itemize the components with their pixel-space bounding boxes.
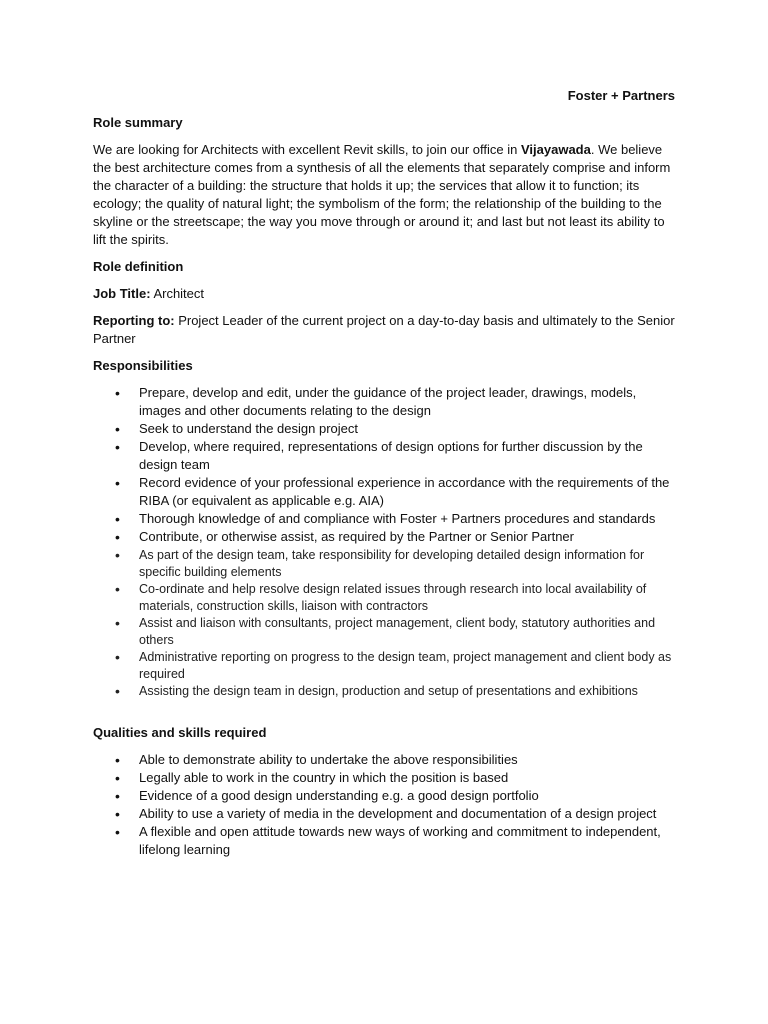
reporting-label: Reporting to: [93,313,175,328]
reporting-line [93,312,675,348]
list-item: • Contribute, or otherwise assist, as required by the Partner or Senior Partner [93,528,675,546]
list-item: • Develop, where required, representations of design options for further discussion by the design team [93,438,675,474]
list-item: • Assisting the design team in design, production and setup of presentations and exhibitions [93,683,675,700]
list-item: • Thorough knowledge of and compliance with Foster + Partners procedures and standards [93,510,675,528]
role-summary-text-end: . We believe the best architecture comes from a synthesis of all the elements that separately comprise and inform the character of a building: the structure that holds it up; the services that allow it to function; its ecology; the quality of natural light; the symbolism of the form; the relationship of the building to the skyline or the streetscape; the way you move through or around it; and last but not least its ability to lift the spirits. [93,142,671,247]
list-item: • Record evidence of your professional experience in accordance with the requirements of the RIBA (or equivalent as applicable e.g. AIA) [93,474,675,510]
list-item: • Co-ordinate and help resolve design related issues through research into local availability of materials, construction skills, liaison with contractors [93,581,675,614]
company-name: Foster + Partners [567,88,675,103]
role-summary-text-start: We are looking for Architects with excellent Revit skills, to join our office in [93,142,521,157]
job-title-value: Architect [150,286,205,301]
responsibilities-list [93,384,675,546]
role-summary-heading: Role summary [93,115,183,130]
list-item: • Seek to understand the design project [93,420,675,438]
office-location: Vijayawada [520,142,591,157]
qualities-heading: Qualities and skills required [93,724,267,740]
document-body [93,114,675,859]
responsibilities-heading: Responsibilities [93,358,193,373]
list-item: • As part of the design team, take responsibility for developing detailed design information for specific building elements [93,547,675,580]
list-item: • Prepare, develop and edit, under the guidance of the project leader, drawings, models, images and other documents relating to the design [93,384,675,420]
role-definition-heading: Role definition [93,259,184,274]
list-item: • A flexible and open attitude towards new ways of working and commitment to independent, lifelong learning [93,823,675,859]
list-item: • Evidence of a good design understanding e.g. a good design portfolio [93,787,675,805]
list-item: • Assist and liaison with consultants, project management, client body, statutory authorities and others [93,615,675,648]
responsibilities-list-continued [93,547,675,700]
job-title-line [93,285,675,303]
role-summary-text [93,141,675,249]
list-item: • Able to demonstrate ability to undertake the above responsibilities [93,751,675,769]
list-item: • Ability to use a variety of media in the development and documentation of a design project [93,805,675,823]
job-title-label: Job Title: [93,286,151,301]
reporting-value: Project Leader of the current project on a day-to-day basis and ultimately to the Senior Partner [93,313,675,346]
section-spacer [93,700,675,724]
qualities-list [93,751,675,859]
list-item: • Administrative reporting on progress to the design team, project management and client body as required [93,649,675,682]
list-item: • Legally able to work in the country in which the position is based [93,769,675,787]
